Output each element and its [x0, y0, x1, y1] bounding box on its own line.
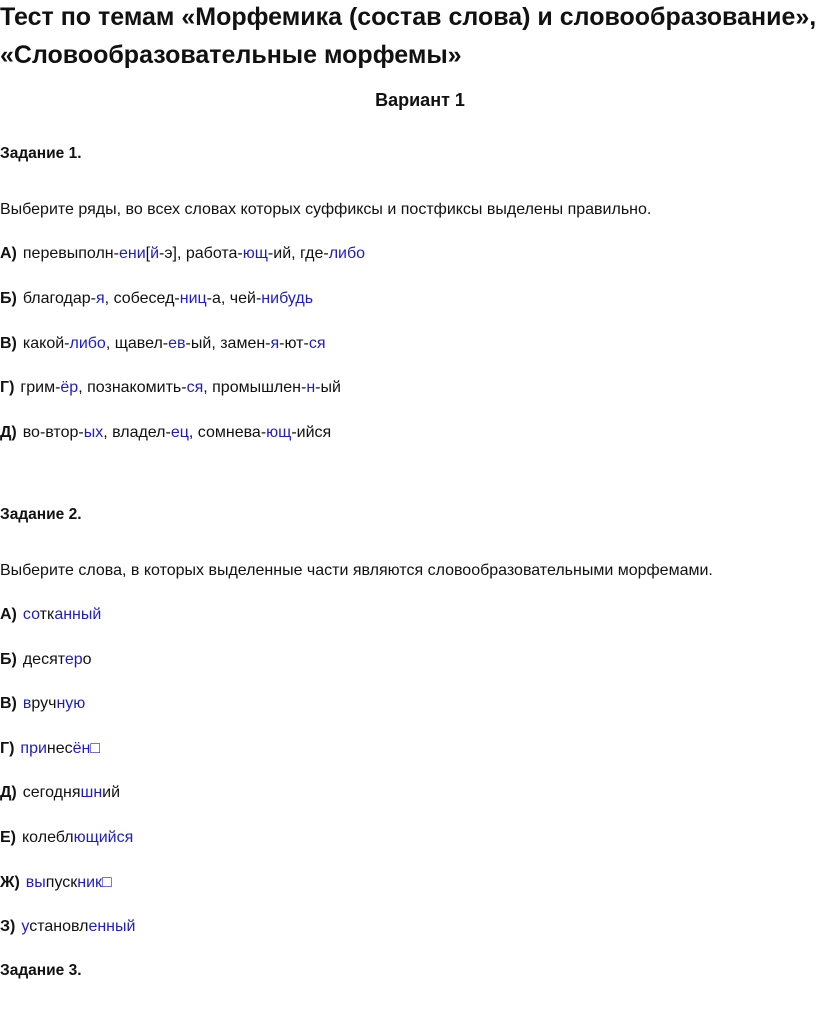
highlighted-morpheme: шн	[80, 784, 103, 802]
highlighted-morpheme: ер	[64, 650, 83, 668]
page-title-line-2: «Словообразовательные морфемы»	[0, 41, 462, 69]
highlighted-morpheme: нибудь	[261, 289, 314, 307]
highlighted-morpheme: ев	[168, 334, 186, 352]
word-part: -ый, замен-	[185, 334, 271, 352]
task-2-option-5	[0, 784, 120, 802]
highlighted-morpheme: при	[20, 739, 47, 757]
option-label: Е)	[0, 829, 16, 846]
option-label: Д)	[0, 424, 17, 442]
word-part: , познакомить-	[78, 379, 187, 397]
highlighted-morpheme: н	[306, 379, 316, 397]
word-part: перевыполн-	[22, 245, 119, 262]
word-part: -э], работа-	[159, 245, 243, 262]
highlighted-morpheme: ющ	[242, 245, 268, 262]
word-part: десят	[22, 650, 65, 668]
page-title-line-1: Тест по темам «Морфемика (состав слова) и словообразование»,	[0, 3, 816, 31]
word-part: -ют-	[279, 334, 309, 352]
task-2-option-7	[0, 874, 112, 892]
highlighted-morpheme: анный	[54, 606, 102, 623]
word-part: нес	[46, 739, 73, 757]
option-label: А)	[0, 606, 17, 623]
highlighted-morpheme: ющ	[266, 424, 292, 442]
word-part: , сомнева-	[188, 424, 267, 442]
task-2-instruction: Выберите слова, в которых выделенные части являются словообразовательными морфемами.	[0, 562, 713, 579]
highlighted-morpheme: енный	[88, 918, 136, 936]
variant-heading: Вариант 1	[375, 90, 465, 110]
highlighted-morpheme: у	[21, 918, 30, 936]
word-part: -ийся	[291, 424, 332, 442]
word-part: колебл	[22, 829, 74, 846]
option-label: А)	[0, 245, 17, 262]
highlighted-morpheme: ную	[56, 695, 86, 713]
highlighted-morpheme: я	[270, 334, 280, 352]
highlighted-morpheme: ёр	[60, 379, 79, 397]
highlighted-morpheme: в	[22, 695, 32, 713]
highlighted-morpheme: я	[96, 289, 105, 307]
highlighted-morpheme: ниц	[179, 289, 207, 307]
word-part: [	[145, 245, 151, 262]
task-2-option-2	[0, 651, 92, 669]
highlighted-morpheme: ник□	[77, 873, 112, 891]
word-part: о	[82, 650, 92, 668]
word-part: тк	[39, 606, 55, 623]
option-label: З)	[0, 918, 16, 936]
highlighted-morpheme: ён□	[72, 739, 101, 757]
word-part: -ый	[315, 379, 341, 397]
word-part: пуск	[45, 873, 78, 891]
word-part: во-втор-	[22, 424, 84, 442]
task-1-option-3	[0, 335, 325, 353]
task-2-heading: Задание 2.	[0, 506, 82, 523]
word-part: , собесед-	[104, 289, 180, 307]
highlighted-morpheme: ся	[308, 334, 326, 352]
word-part: руч	[31, 695, 57, 713]
word-part: ий	[102, 784, 121, 802]
highlighted-morpheme: со	[22, 606, 40, 623]
word-part: -а, чей-	[206, 289, 262, 307]
option-label: Г)	[0, 379, 15, 397]
task-1-option-5	[0, 424, 331, 442]
highlighted-morpheme: ых	[83, 424, 104, 442]
word-part: -ий, где-	[267, 245, 329, 262]
option-label: Д)	[0, 784, 17, 802]
option-label: Б)	[0, 650, 17, 668]
task-2-option-6	[0, 829, 133, 847]
task-1-option-4	[0, 379, 341, 397]
option-label: Г)	[0, 739, 15, 757]
highlighted-morpheme: ся	[186, 379, 204, 397]
task-3-heading: Задание 3.	[0, 962, 82, 979]
highlighted-morpheme: либо	[69, 334, 106, 352]
task-1-heading: Задание 1.	[0, 145, 82, 162]
task-2-option-3	[0, 695, 85, 713]
task-1-option-2	[0, 290, 313, 308]
word-part: , владел-	[103, 424, 171, 442]
highlighted-morpheme: вы	[25, 873, 46, 891]
task-2-option-8	[0, 918, 135, 936]
word-part: грим-	[20, 379, 61, 397]
word-part: благодар-	[22, 289, 96, 307]
word-part: становл	[29, 918, 89, 936]
task-1-option-1	[0, 245, 365, 263]
word-part: какой-	[22, 334, 70, 352]
highlighted-morpheme: ющийся	[73, 829, 134, 846]
task-2-option-1	[0, 606, 101, 624]
highlighted-morpheme: ец	[170, 424, 189, 442]
option-label: Ж)	[0, 873, 20, 891]
word-part: , промышлен-	[203, 379, 307, 397]
task-1-instruction: Выберите ряды, во всех словах которых суффиксы и постфиксы выделены правильно.	[0, 201, 652, 218]
option-label: Б)	[0, 289, 17, 307]
word-part: сегодня	[22, 784, 81, 802]
option-label: В)	[0, 334, 17, 352]
word-part: , щавел-	[105, 334, 169, 352]
highlighted-morpheme: либо	[328, 245, 366, 262]
highlighted-morpheme: ени	[118, 245, 146, 262]
task-2-option-4	[0, 740, 100, 758]
highlighted-morpheme: й	[150, 245, 160, 262]
option-label: В)	[0, 695, 17, 713]
